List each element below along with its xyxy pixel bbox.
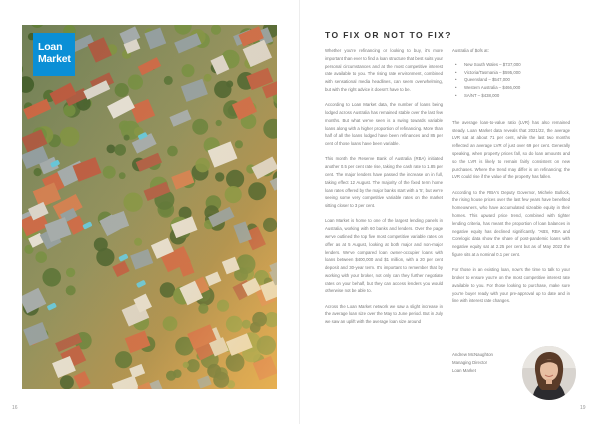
author-portrait (522, 346, 576, 400)
article-column-2 (452, 47, 570, 312)
list-item: • SA/NT – $438,000 (452, 92, 570, 100)
article-title: TO FIX OR NOT TO FIX? (325, 30, 452, 40)
aerial-suburb-photo (22, 25, 277, 389)
paragraph: This month the Reserve Bank of Australia (RBA) initiated another 0.5 per cent rate rise, taking the cash rate to 1.85 per cent. The major lenders have passed the increase on in full, taking effect 12 August. The majority of the fixed term home loan rates offered by the major banks start with a '5', but we're seeing some very competitive variable rates on the market sitting closer to 3 per cent. (325, 156, 443, 209)
paragraph: Whether you're refinancing or looking to buy, it's more important than ever to find a loan structure that best suits your personal circumstances and at the most competitive interest rate available to you. The rising rate environment, combined with sensational media headlines, can seem overwhelming, but with the right advice it doesn't have to be. (325, 48, 443, 92)
paragraph: Loan Market is home to one of the largest lending panels in Australia, working with 60 banks and lenders. Over the page we've outlined the top five most competitive variable rates on offer as at 5 August, looking at both major and non-major lenders. We've compared loan owner-occupier loans with loans between $400,000 and $1 million, with a 20 per cent deposit and 30-year term. It's important to remember that by working with your broker, not only can they further negotiate rates on your behalf, but they can access lenders you would otherwise not be able to. (325, 218, 443, 294)
list-item: • New South Wales – $737,000 (452, 61, 570, 69)
paragraph: For those in an existing loan, now's the time to talk to your broker to ensure you're on the most competitive interest rate available to you. For those looking to purchase, make sure you're buyer ready with your pre-approval up to date and in line with interest rate changes. (452, 267, 570, 304)
paragraph: Australia of $ofs at: (452, 48, 489, 53)
page-number-left: 16 (12, 405, 18, 411)
list-item: • Western Australia – $466,000 (452, 84, 570, 92)
loan-market-logo (33, 33, 75, 76)
paragraph: According to Loan Market data, the number of loans being lodged across Australia has remained stable over the last few months. But what we've seen is a swing towards variable loans along with a higher proportion of refinancing. More than half of all the loans lodged have been refinances and 85 per cent of those loans have been variable. (325, 102, 443, 147)
author-role: Managing Director (452, 359, 488, 365)
author-signoff (452, 351, 493, 374)
logo-line-2: Market (38, 53, 71, 65)
paragraph: Across the Loan Market network we saw a slight increase in the average loan size over the May to June period. But in July we saw an uplift with the average loan size around (325, 303, 443, 325)
author-company: Loan Market (452, 367, 476, 373)
paragraph: The average loan-to-value ratio (LVR) has also remained steady. Loan Market data reveals that 2021/22, the average LVR sat at about 71 per cent, while the last two months reflected an average LVR of just over 69 per cent. Generally speaking, when property prices fall, so do loan amounts and so the LVR is likely to remain fairly consistent on new purchases. Where the trend may differ is on refinancing; the LVR could rise if the value of the property has fallen. (452, 119, 570, 180)
logo-line-1: Loan (38, 41, 63, 53)
state-loan-size-list (452, 61, 570, 100)
list-item: • Queensland – $547,000 (452, 76, 570, 84)
author-name: Andrew McNaughton (452, 352, 494, 357)
list-item: • Victoria/Tasmania – $595,000 (452, 69, 570, 77)
paragraph: According to the RBA's Deputy Governor, Michele Bullock, the rising house prices over the last few years have benefited homeowners, who have accumulated sizeable equity in their homes. This upward price trend, combined with tighter lending criteria, has meant the proportion of loan balances in negative equity has declined significantly. "ABS, RBA and Corelogic data show the share of post-pandemic loans with negative equity sat at 2.25 per cent but as of May 2022 the figure sits at a nominal 0.1 per cent. (452, 189, 570, 257)
article-column-1 (325, 47, 443, 333)
page-number-right: 19 (580, 405, 586, 411)
